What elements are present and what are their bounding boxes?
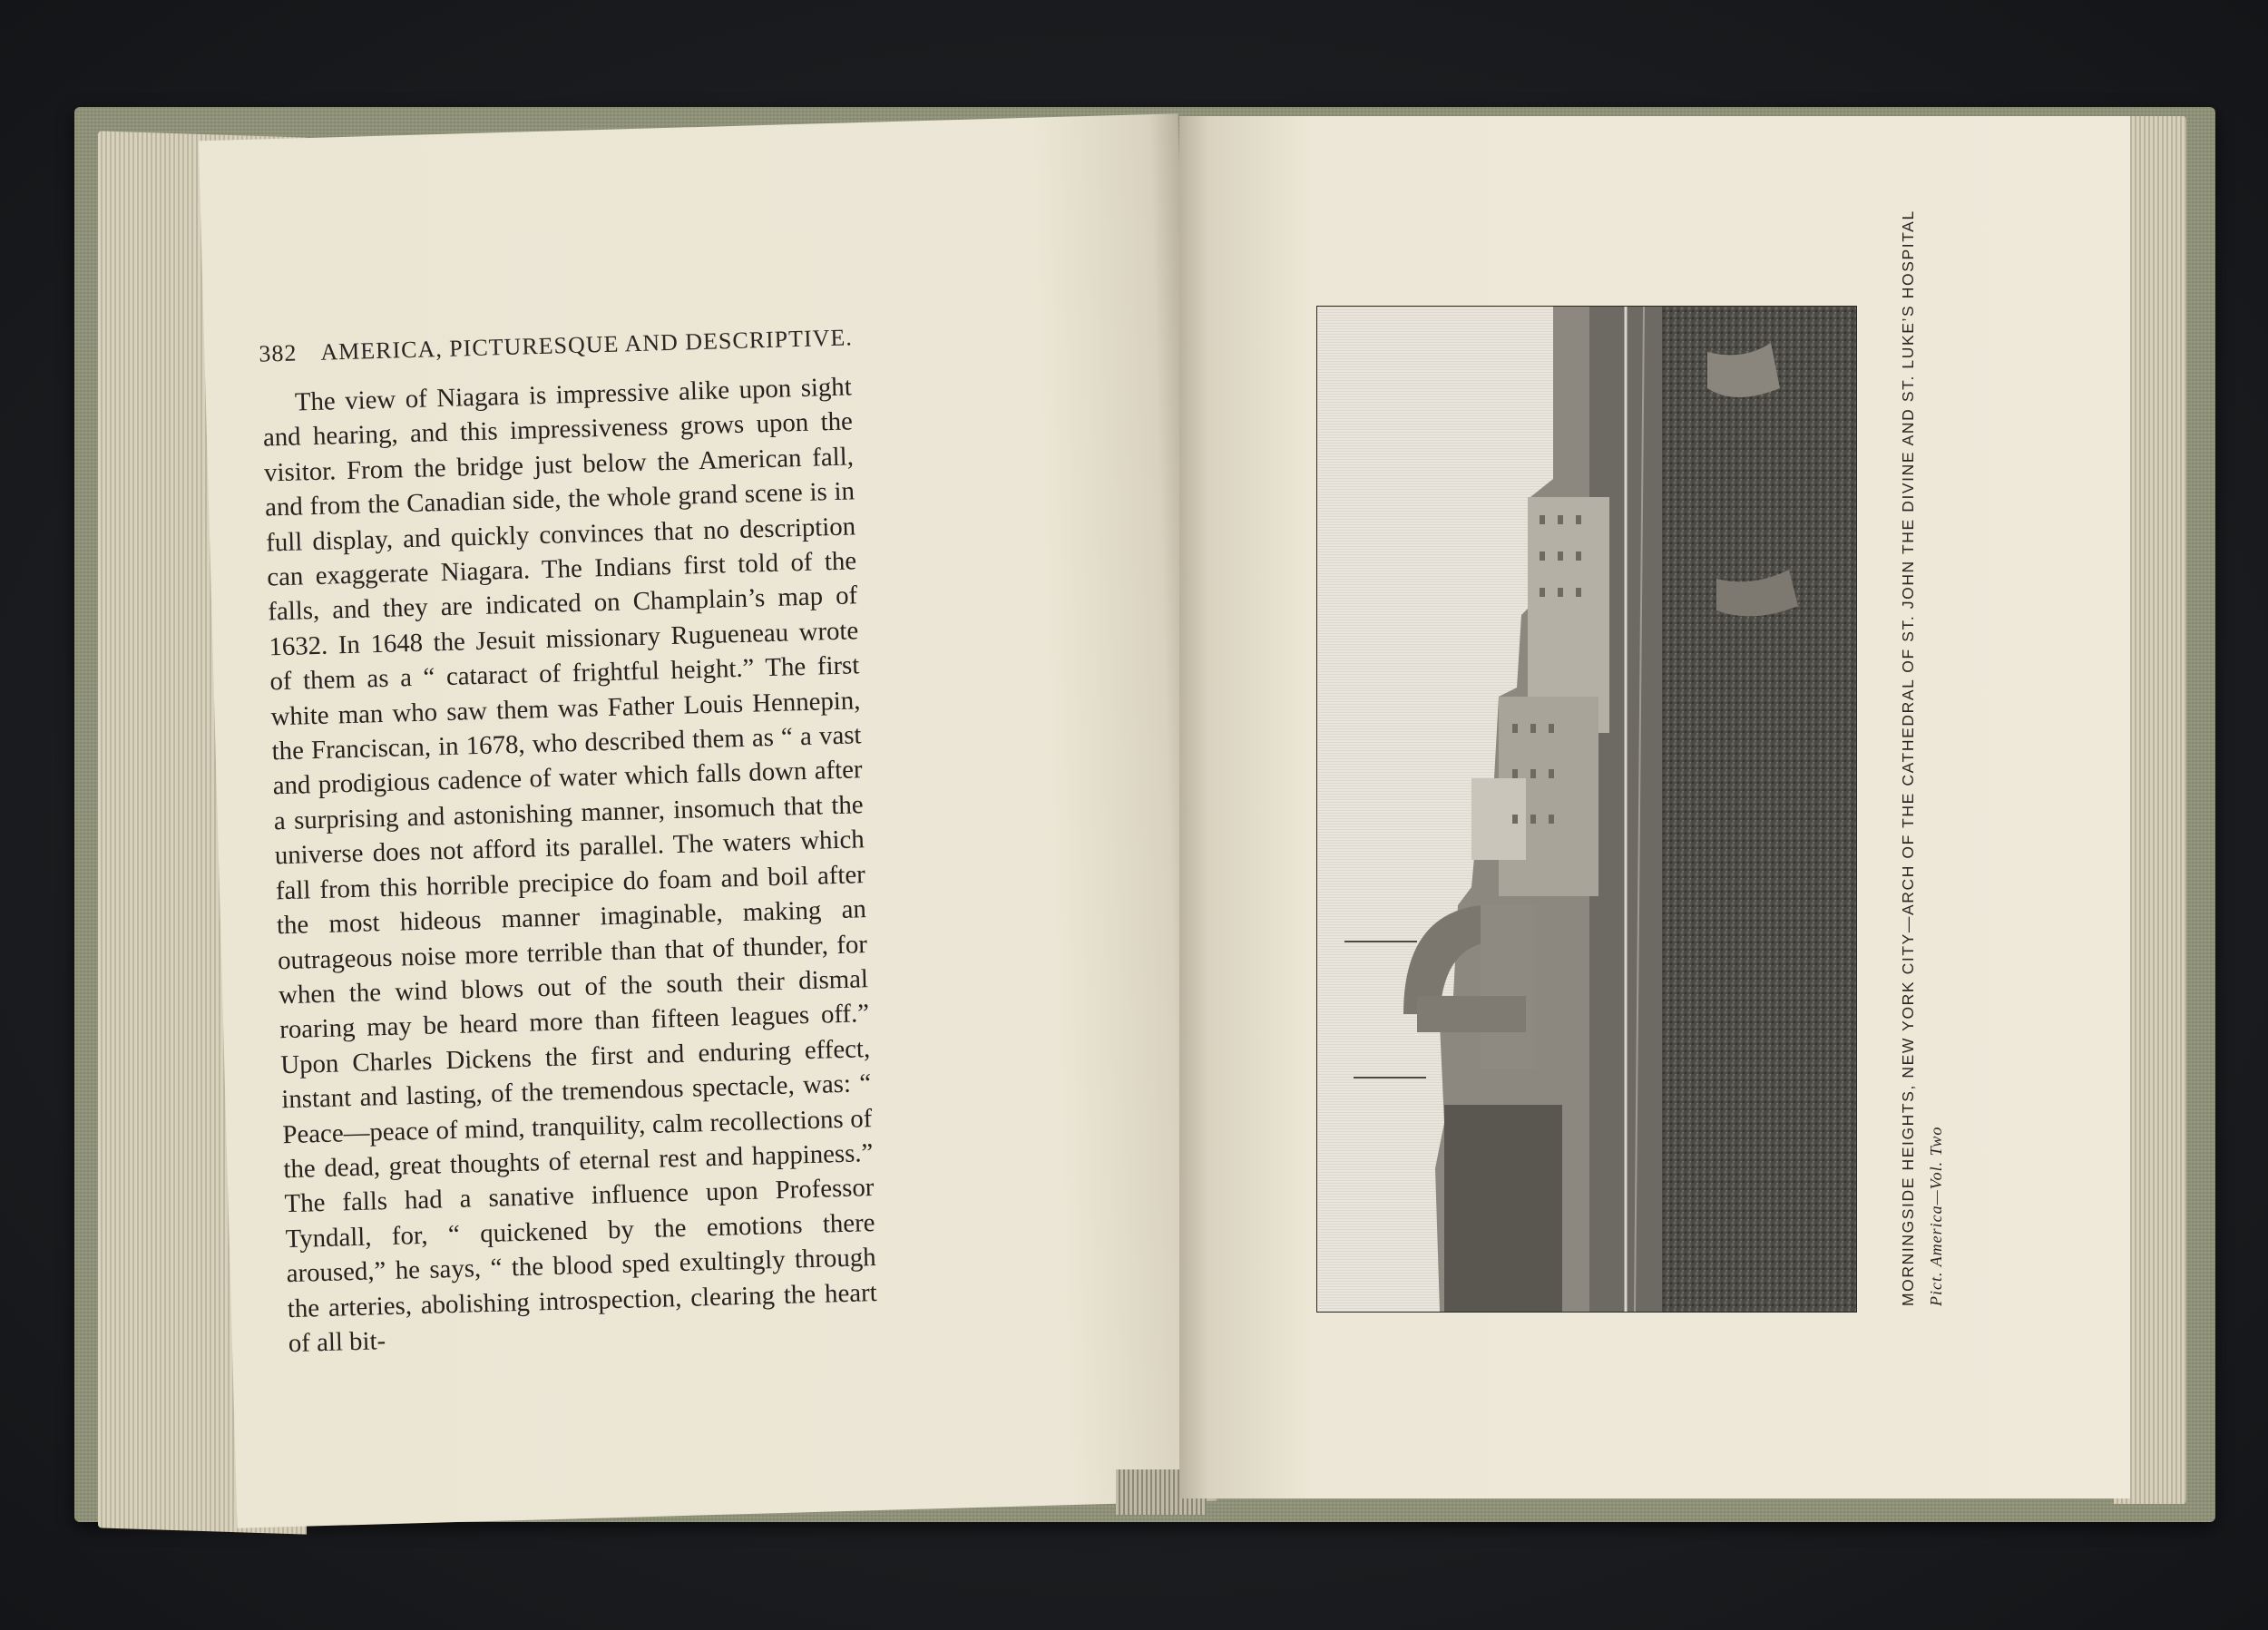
left-page	[199, 113, 1217, 1528]
body-text: The view of Niagara is impressive alike upon sight and hearing, and this impressiveness grows upon the visitor. From the bridge just below the American fall, and from the Canadian side, the whole grand scene is in full display, and quickly convinces that no description can exaggerate Niagara. The Indians first told of the falls, and they are indicated on Champlain’s map of 1632. In 1648 the Jesuit missionary Rugueneau wrote of them as a “ cataract of frightful height.” The first white man who saw them was Father Louis Hennepin, the Franciscan, in 1678, who described them as “ a vast and prodigious cadence of water which falls down after a surprising and astonishing manner, insomuch that the universe does not afford its parallel. The waters which fall from this horrible precipice do foam and boil after the most hideous manner imaginable, making an outrageous noise more terrible than that of thunder, for when the wind blows out of the south their dismal roaring may be heard more than fifteen leagues off.” Upon Charles Dickens the first and enduring effect, instant and lasting, of the tremendous spectacle, was: “ Peace—peace of mind, tranquility, calm recollections of the dead, great thoughts of eternal rest and happiness.” The falls had a sanative influence upon Professor Tyndall, for, “ quickened by the emotions there aroused,” he says, “ the blood sped exultingly through the arteries, abolishing introspection, clearing the heart of all bit-	[262, 372, 878, 1359]
page-number: 382	[259, 339, 298, 367]
photo-image	[1317, 307, 1856, 1312]
plate-credit: Pict. America—Vol. Two	[1927, 1126, 1945, 1306]
running-head	[259, 324, 853, 367]
morningside-heights-photograph	[1317, 307, 1856, 1312]
running-head-title: AMERICA, PICTURESQUE AND DESCRIPTIVE.	[319, 324, 854, 366]
plate-caption: MORNINGSIDE HEIGHTS, NEW YORK CITY—ARCH OF THE CATHEDRAL OF ST. JOHN THE DIVINE AND ST. LUKE’S HOSPITAL	[1899, 210, 1917, 1306]
